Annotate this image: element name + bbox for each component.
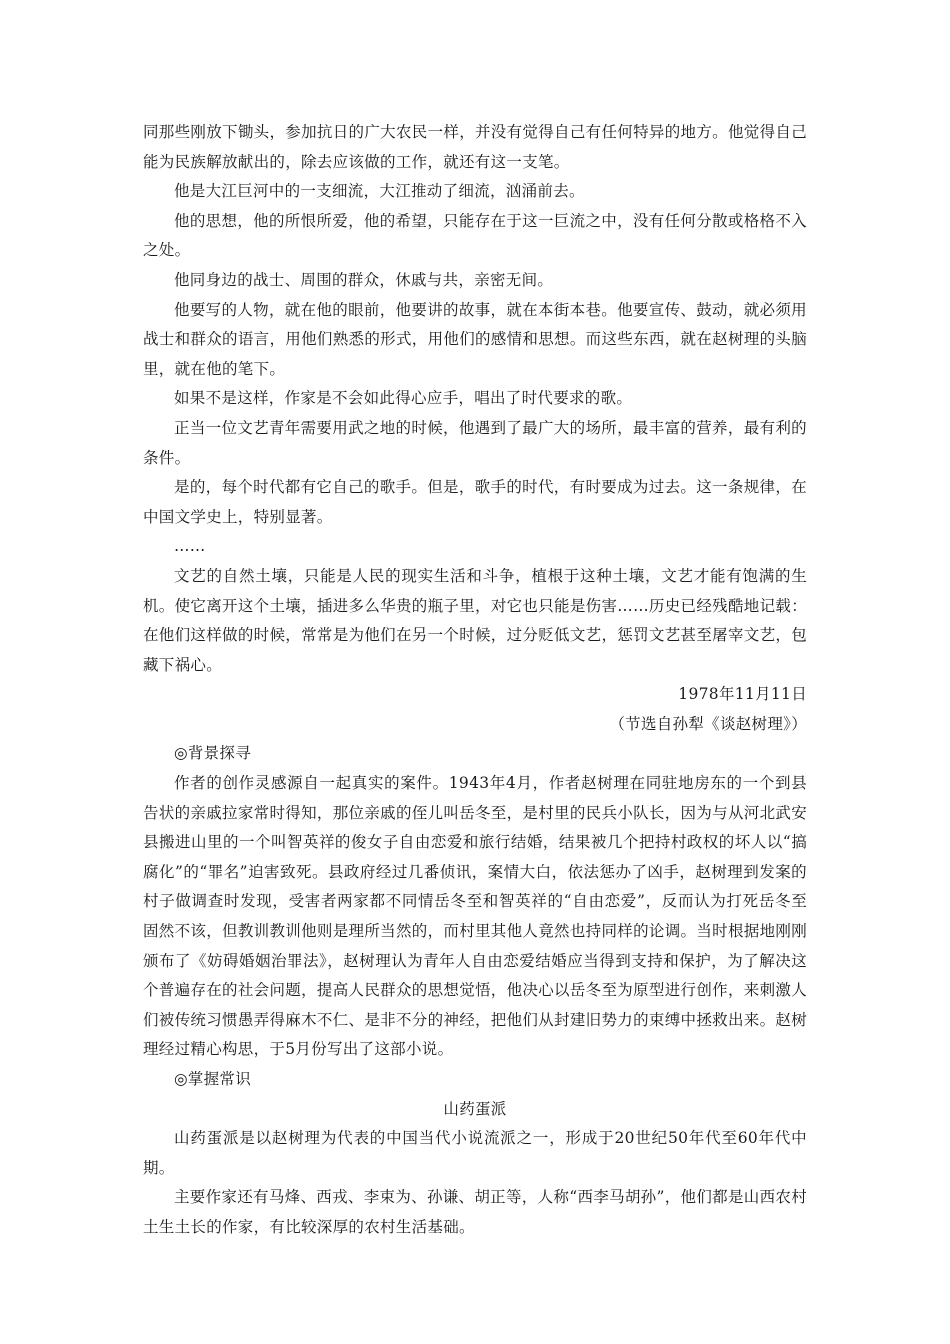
section-heading-knowledge: ◎掌握常识 bbox=[174, 1070, 252, 1088]
knowledge-paragraph: 主要作家还有马烽、西戎、李束为、孙谦、胡正等，人称“西李马胡孙”，他们都是山西农村土生土长的作家，有比较深厚的农村生活基础。 bbox=[143, 1188, 807, 1236]
paragraph-continuation: 同那些刚放下锄头，参加抗日的广大农民一样，并没有觉得自己有任何特异的地方。他觉得自己能为民族解放献出的，除去应该做的工作，就还有这一支笔。 bbox=[143, 123, 807, 171]
essay-source: （节选自孙犁《谈赵树理》） bbox=[609, 714, 807, 733]
background-paragraph: 作者的创作灵感源自一起真实的案件。1943年4月，作者赵树理在同驻地房东的一个到县告状的亲戚拉家常时得知，那位亲戚的侄儿叫岳冬至，是村里的民兵小队长，因为与从河北武安县搬进山里的一个叫智英祥的俊女子自由恋爱和旅行结婚，结果被几个把持村政权的坏人以“搞腐化”的“罪名”迫害致死。县政府经过几番侦讯，案情大白，依法惩办了凶手，赵树理到发案的村子做调查时发现，受害者两家都不同情岳冬至和智英祥的“自由恋爱”，反而认为打死岳冬至固然不该，但教训教训他则是理所当然的，而村里其他人竟然也持同样的论调。当时根据地刚刚颁布了《妨碍婚姻治罪法》，赵树理认为青年人自由恋爱结婚应当得到支持和保护，为了解决这个普遍存在的社会问题，提高人民群众的思想觉悟，他决心以岳冬至为原型进行创作，来刺激人们被传统习惯愚弄得麻木不仁、是非不分的神经，把他们从封建旧势力的束缚中拯救出来。赵树理经过精心构思，于5月份写出了这部小说。 bbox=[143, 774, 807, 1059]
paragraph: 是的，每个时代都有它自己的歌手。但是，歌手的时代，有时要成为过去。这一条规律，在中国文学史上，特别显著。 bbox=[143, 478, 807, 526]
ellipsis-line: …… bbox=[174, 537, 206, 556]
section-heading-background: ◎背景探寻 bbox=[174, 744, 252, 763]
paragraph: 正当一位文艺青年需要用武之地的时候，他遇到了最广大的场所，最丰富的营养，最有利的条件。 bbox=[143, 418, 807, 467]
paragraph: 如果不是这样，作家是不会如此得心应手，唱出了时代要求的歌。 bbox=[174, 389, 633, 408]
paragraph: 他是大江巨河中的一支细流，大江推动了细流，汹涌前去。 bbox=[174, 182, 585, 201]
knowledge-title: 山药蛋派 bbox=[443, 1099, 507, 1118]
paragraph: 文艺的自然土壤，只能是人民的现实生活和斗争，植根于这种土壤，文艺才能有饱满的生机。使它离开这个土壤，插进多么华贵的瓶子里，对它也只能是伤害……历史已经残酷地记载：在他们这样做的时候，常常是为他们在另一个时候，过分贬低文艺，惩罚文艺甚至屠宰文艺，包藏下祸心。 bbox=[143, 566, 807, 674]
knowledge-paragraph: 山药蛋派是以赵树理为代表的中国当代小说流派之一，形成于20世纪50年代至60年代中期。 bbox=[143, 1129, 807, 1177]
paragraph: 他同身边的战士、周围的群众，休戚与共，亲密无间。 bbox=[174, 270, 554, 289]
essay-date: 1978年11月11日 bbox=[678, 685, 807, 704]
paragraph: 他的思想，他的所恨所爱，他的希望，只能存在于这一巨流之中，没有任何分散或格格不入之处。 bbox=[143, 211, 807, 260]
document-page bbox=[143, 118, 807, 1243]
paragraph: 他要写的人物，就在他的眼前，他要讲的故事，就在本街本巷。他要宣传、鼓动，就必须用战士和群众的语言，用他们熟悉的形式，用他们的感情和思想。而这些东西，就在赵树理的头脑里，就在他的笔下。 bbox=[143, 300, 807, 378]
